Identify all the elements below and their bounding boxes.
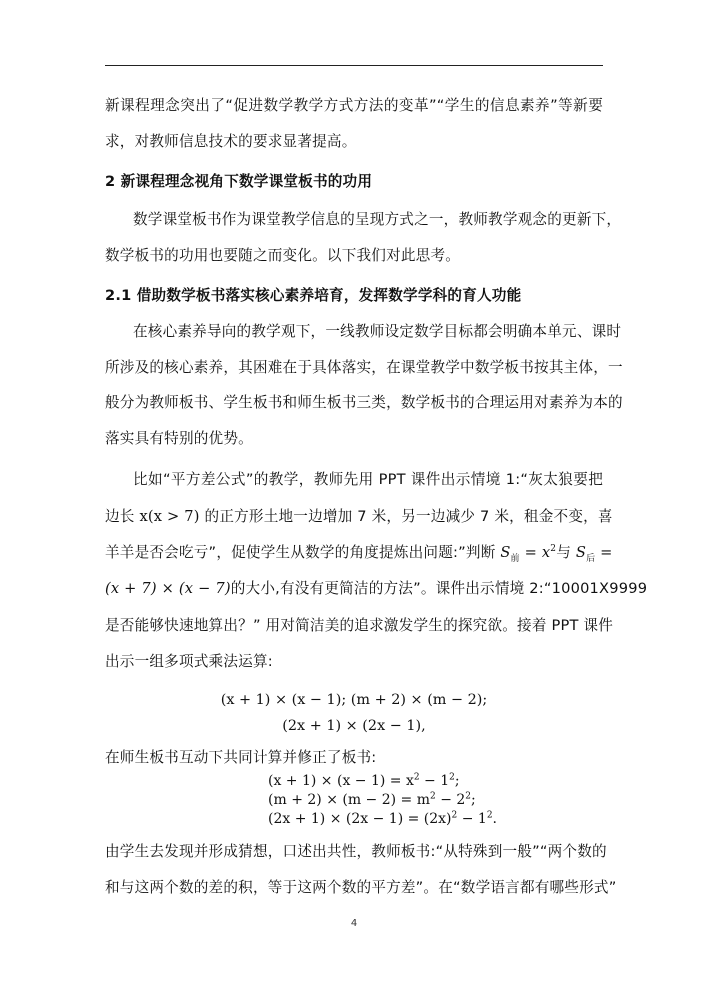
equation-line: [268, 773, 460, 789]
math-subscript: 后: [586, 553, 596, 564]
paragraph-line: [105, 577, 648, 598]
section-heading: 2 新课程理念视角下数学课堂板书的功用: [105, 173, 373, 190]
inline-math: x(x > 7): [139, 508, 200, 525]
paragraph-line: 求，对教师信息技术的要求显著提高。: [105, 133, 357, 150]
text-run: 的正方形土地一边增加 7 米，另一边减少 7 米，租金不变，喜: [199, 508, 613, 525]
formula-line: (2x + 1) × (2x − 1),: [282, 718, 426, 734]
paragraph-line: 比如“平方差公式”的教学，教师先用 PPT 课件出示情境 1:“灰太狼要把: [133, 471, 603, 488]
inline-math: [500, 544, 557, 564]
paragraph-line: 和与这两个数的差的积，等于这两个数的平方差”。在“数学语言都有哪些形式”: [105, 879, 617, 896]
equation-part: (m + 2) × (m − 2) = m: [268, 792, 431, 808]
equation-exponent: 2: [449, 772, 455, 783]
paragraph-line: 般分为教师板书、学生板书和师生板书三类，数学板书的合理运用对素养为本的: [105, 394, 623, 411]
equation-exponent: 2: [486, 810, 493, 821]
equation-part: − 2: [435, 792, 466, 808]
equation-part: − 1: [457, 811, 487, 827]
math-symbol: S: [575, 544, 587, 561]
equation-line: [268, 792, 476, 808]
math-subscript: 前: [510, 553, 520, 564]
paragraph-line: 新课程理念突出了“促进数学教学方式方法的变革”“学生的信息素养”等新要: [105, 97, 603, 114]
paragraph-line: 是否能够快速地算出？” 用对简洁美的追求激发学生的探究欲。接着 PPT 课件: [105, 617, 614, 634]
inline-math: [575, 544, 613, 564]
equation-exponent: 2: [430, 791, 436, 802]
equation-exponent: 2: [465, 791, 472, 802]
subsection-heading: 2.1 借助数学板书落实核心素养培育，发挥数学学科的育人功能: [105, 287, 522, 304]
math-expression: = x: [519, 544, 551, 561]
equation-part: .: [492, 811, 497, 827]
paragraph-line: 在师生板书互动下共同计算并修正了板书:: [105, 749, 377, 766]
equation-line: [268, 811, 497, 827]
equation-part: − 1: [419, 773, 450, 789]
equation-exponent: 2: [451, 810, 458, 821]
text-run: 与: [556, 544, 576, 561]
formula-line: (x + 1) × (x − 1); (m + 2) × (m − 2);: [220, 692, 488, 708]
paragraph-line: 数学课堂板书作为课堂教学信息的呈现方式之一，教师教学观念的更新下，: [133, 211, 622, 228]
paragraph-line: 落实具有特别的优势。: [105, 430, 253, 447]
equation-exponent: 2: [413, 772, 420, 783]
math-symbol: S: [500, 544, 511, 561]
paragraph-line: [105, 541, 613, 564]
inline-math: (x + 7) × (x − 7): [105, 580, 231, 597]
equation-part: (x + 1) × (x − 1) = x: [268, 773, 414, 789]
header-rule: [105, 65, 603, 66]
paragraph-line: 出示一组多项式乘法运算:: [105, 653, 273, 670]
text-run: 的大小,有没有更简洁的方法”。课件出示情境 2:“10001X9999: [230, 580, 648, 597]
equation-part: ;: [471, 792, 476, 808]
text-run: 边长: [105, 508, 140, 525]
math-exponent: 2: [550, 544, 557, 555]
math-expression: =: [595, 544, 613, 561]
paragraph-line: 所涉及的核心素养，其困难在于具体落实，在课堂教学中数学板书按其主体，一: [105, 359, 623, 376]
paragraph-line: 在核心素养导向的教学观下，一线教师设定数学目标都会明确本单元、课时: [133, 323, 622, 340]
page-number: 4: [350, 918, 358, 929]
paragraph-line: 数学板书的功用也要随之而变化。以下我们对此思考。: [105, 247, 461, 264]
paragraph-line: 由学生去发现并形成猜想，口述出共性，教师板书:“从特殊到一般”“两个数的: [105, 843, 607, 860]
equation-part: (2x + 1) × (2x − 1) = (2x): [268, 811, 452, 827]
text-run: 羊羊是否会吃亏”，促使学生从数学的角度提炼出问题:”判断: [105, 544, 501, 561]
paragraph-line: [105, 505, 613, 526]
equation-part: ;: [454, 773, 460, 789]
